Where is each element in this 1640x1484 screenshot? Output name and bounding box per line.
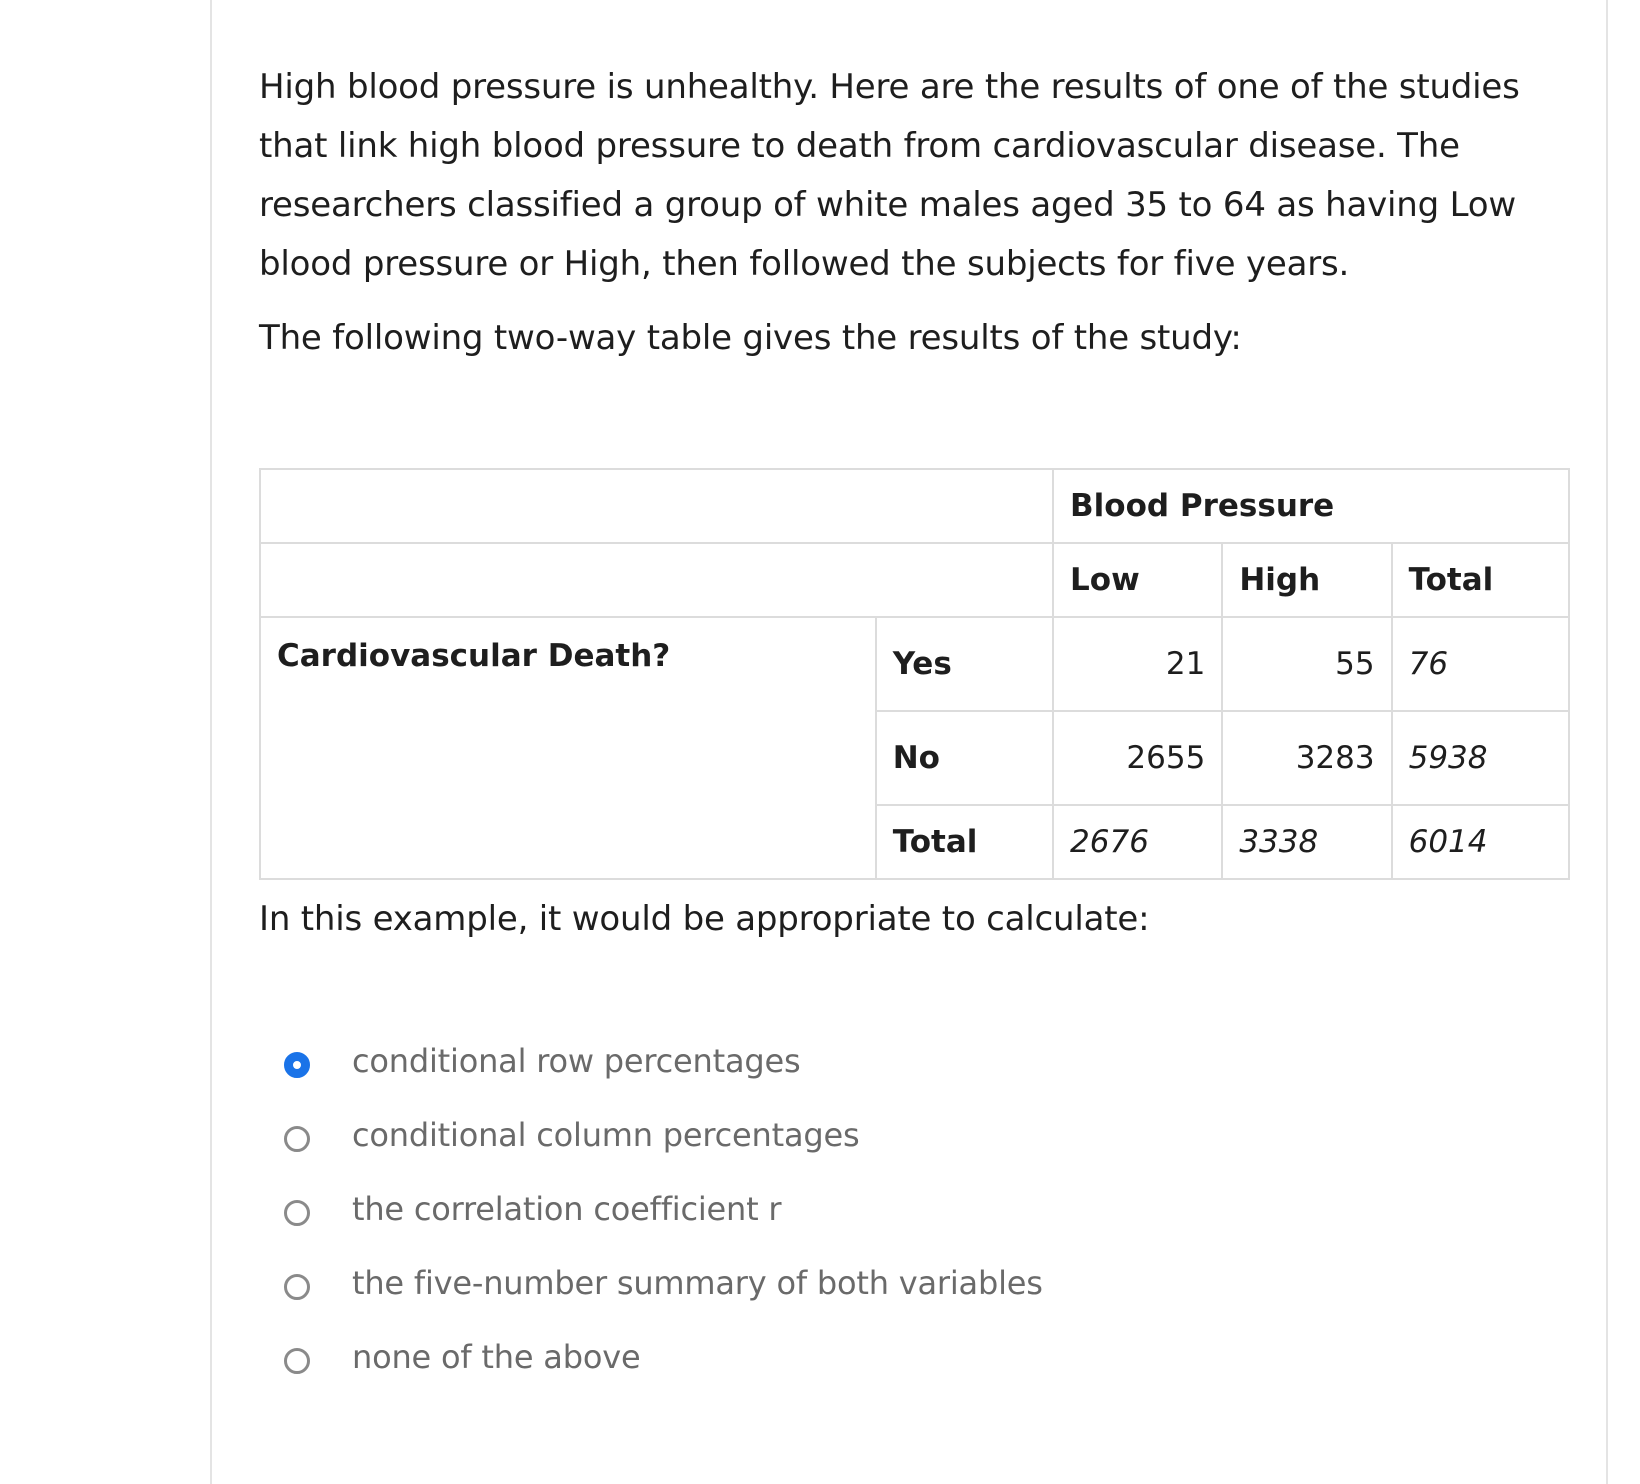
radio-button[interactable] xyxy=(284,1274,310,1300)
option-conditional-row-percentages[interactable] xyxy=(284,1041,1043,1115)
right-divider xyxy=(1606,0,1608,1484)
column-header-total: Total xyxy=(1392,543,1569,617)
table-lead-text: The following two-way table gives the results of the study: xyxy=(259,318,1242,358)
left-divider xyxy=(210,0,212,1484)
option-label: the five-number summary of both variables xyxy=(352,1264,1043,1302)
radio-button[interactable] xyxy=(284,1200,310,1226)
option-label: conditional column percentages xyxy=(352,1116,860,1154)
row-label-yes: Yes xyxy=(876,617,1053,711)
cell-total-low: 2676 xyxy=(1053,805,1222,879)
cell-yes-low: 21 xyxy=(1053,617,1222,711)
cell-no-high: 3283 xyxy=(1222,711,1391,805)
option-label: the correlation coefficient r xyxy=(352,1190,782,1228)
row-label-no: No xyxy=(876,711,1053,805)
option-label: none of the above xyxy=(352,1338,641,1376)
cell-yes-high: 55 xyxy=(1222,617,1391,711)
column-header-high: High xyxy=(1222,543,1391,617)
option-none-of-the-above[interactable] xyxy=(284,1337,1043,1411)
row-label-total: Total xyxy=(876,805,1053,879)
empty-header-cell xyxy=(260,469,1053,543)
table-row-yes xyxy=(260,617,1569,711)
option-five-number-summary[interactable] xyxy=(284,1263,1043,1337)
cell-total-total: 6014 xyxy=(1392,805,1569,879)
option-conditional-column-percentages[interactable] xyxy=(284,1115,1043,1189)
table-header-row-group xyxy=(260,469,1569,543)
option-label: conditional row percentages xyxy=(352,1042,801,1080)
table-header-row-columns xyxy=(260,543,1569,617)
intro-paragraph: High blood pressure is unhealthy. Here are the results of one of the studies that link high blood pressure to death from cardiovascular disease. The researchers classified a group of white males aged 35 to 64 as having Low blood pressure or High, then followed the subjects for five years. xyxy=(259,67,1520,284)
radio-button[interactable] xyxy=(284,1052,310,1078)
cell-no-total: 5938 xyxy=(1392,711,1569,805)
empty-header-cell xyxy=(260,543,1053,617)
column-group-header: Blood Pressure xyxy=(1053,469,1569,543)
cell-no-low: 2655 xyxy=(1053,711,1222,805)
row-variable-label: Cardiovascular Death? xyxy=(260,617,876,879)
radio-button[interactable] xyxy=(284,1348,310,1374)
cell-total-high: 3338 xyxy=(1222,805,1391,879)
option-correlation-coefficient[interactable] xyxy=(284,1189,1043,1263)
radio-button[interactable] xyxy=(284,1126,310,1152)
question-content xyxy=(259,58,1571,1376)
column-header-low: Low xyxy=(1053,543,1222,617)
cell-yes-total: 76 xyxy=(1392,617,1569,711)
question-prompt: In this example, it would be appropriate to calculate: xyxy=(259,899,1150,939)
answer-options xyxy=(284,1041,1043,1411)
two-way-table xyxy=(259,468,1570,880)
